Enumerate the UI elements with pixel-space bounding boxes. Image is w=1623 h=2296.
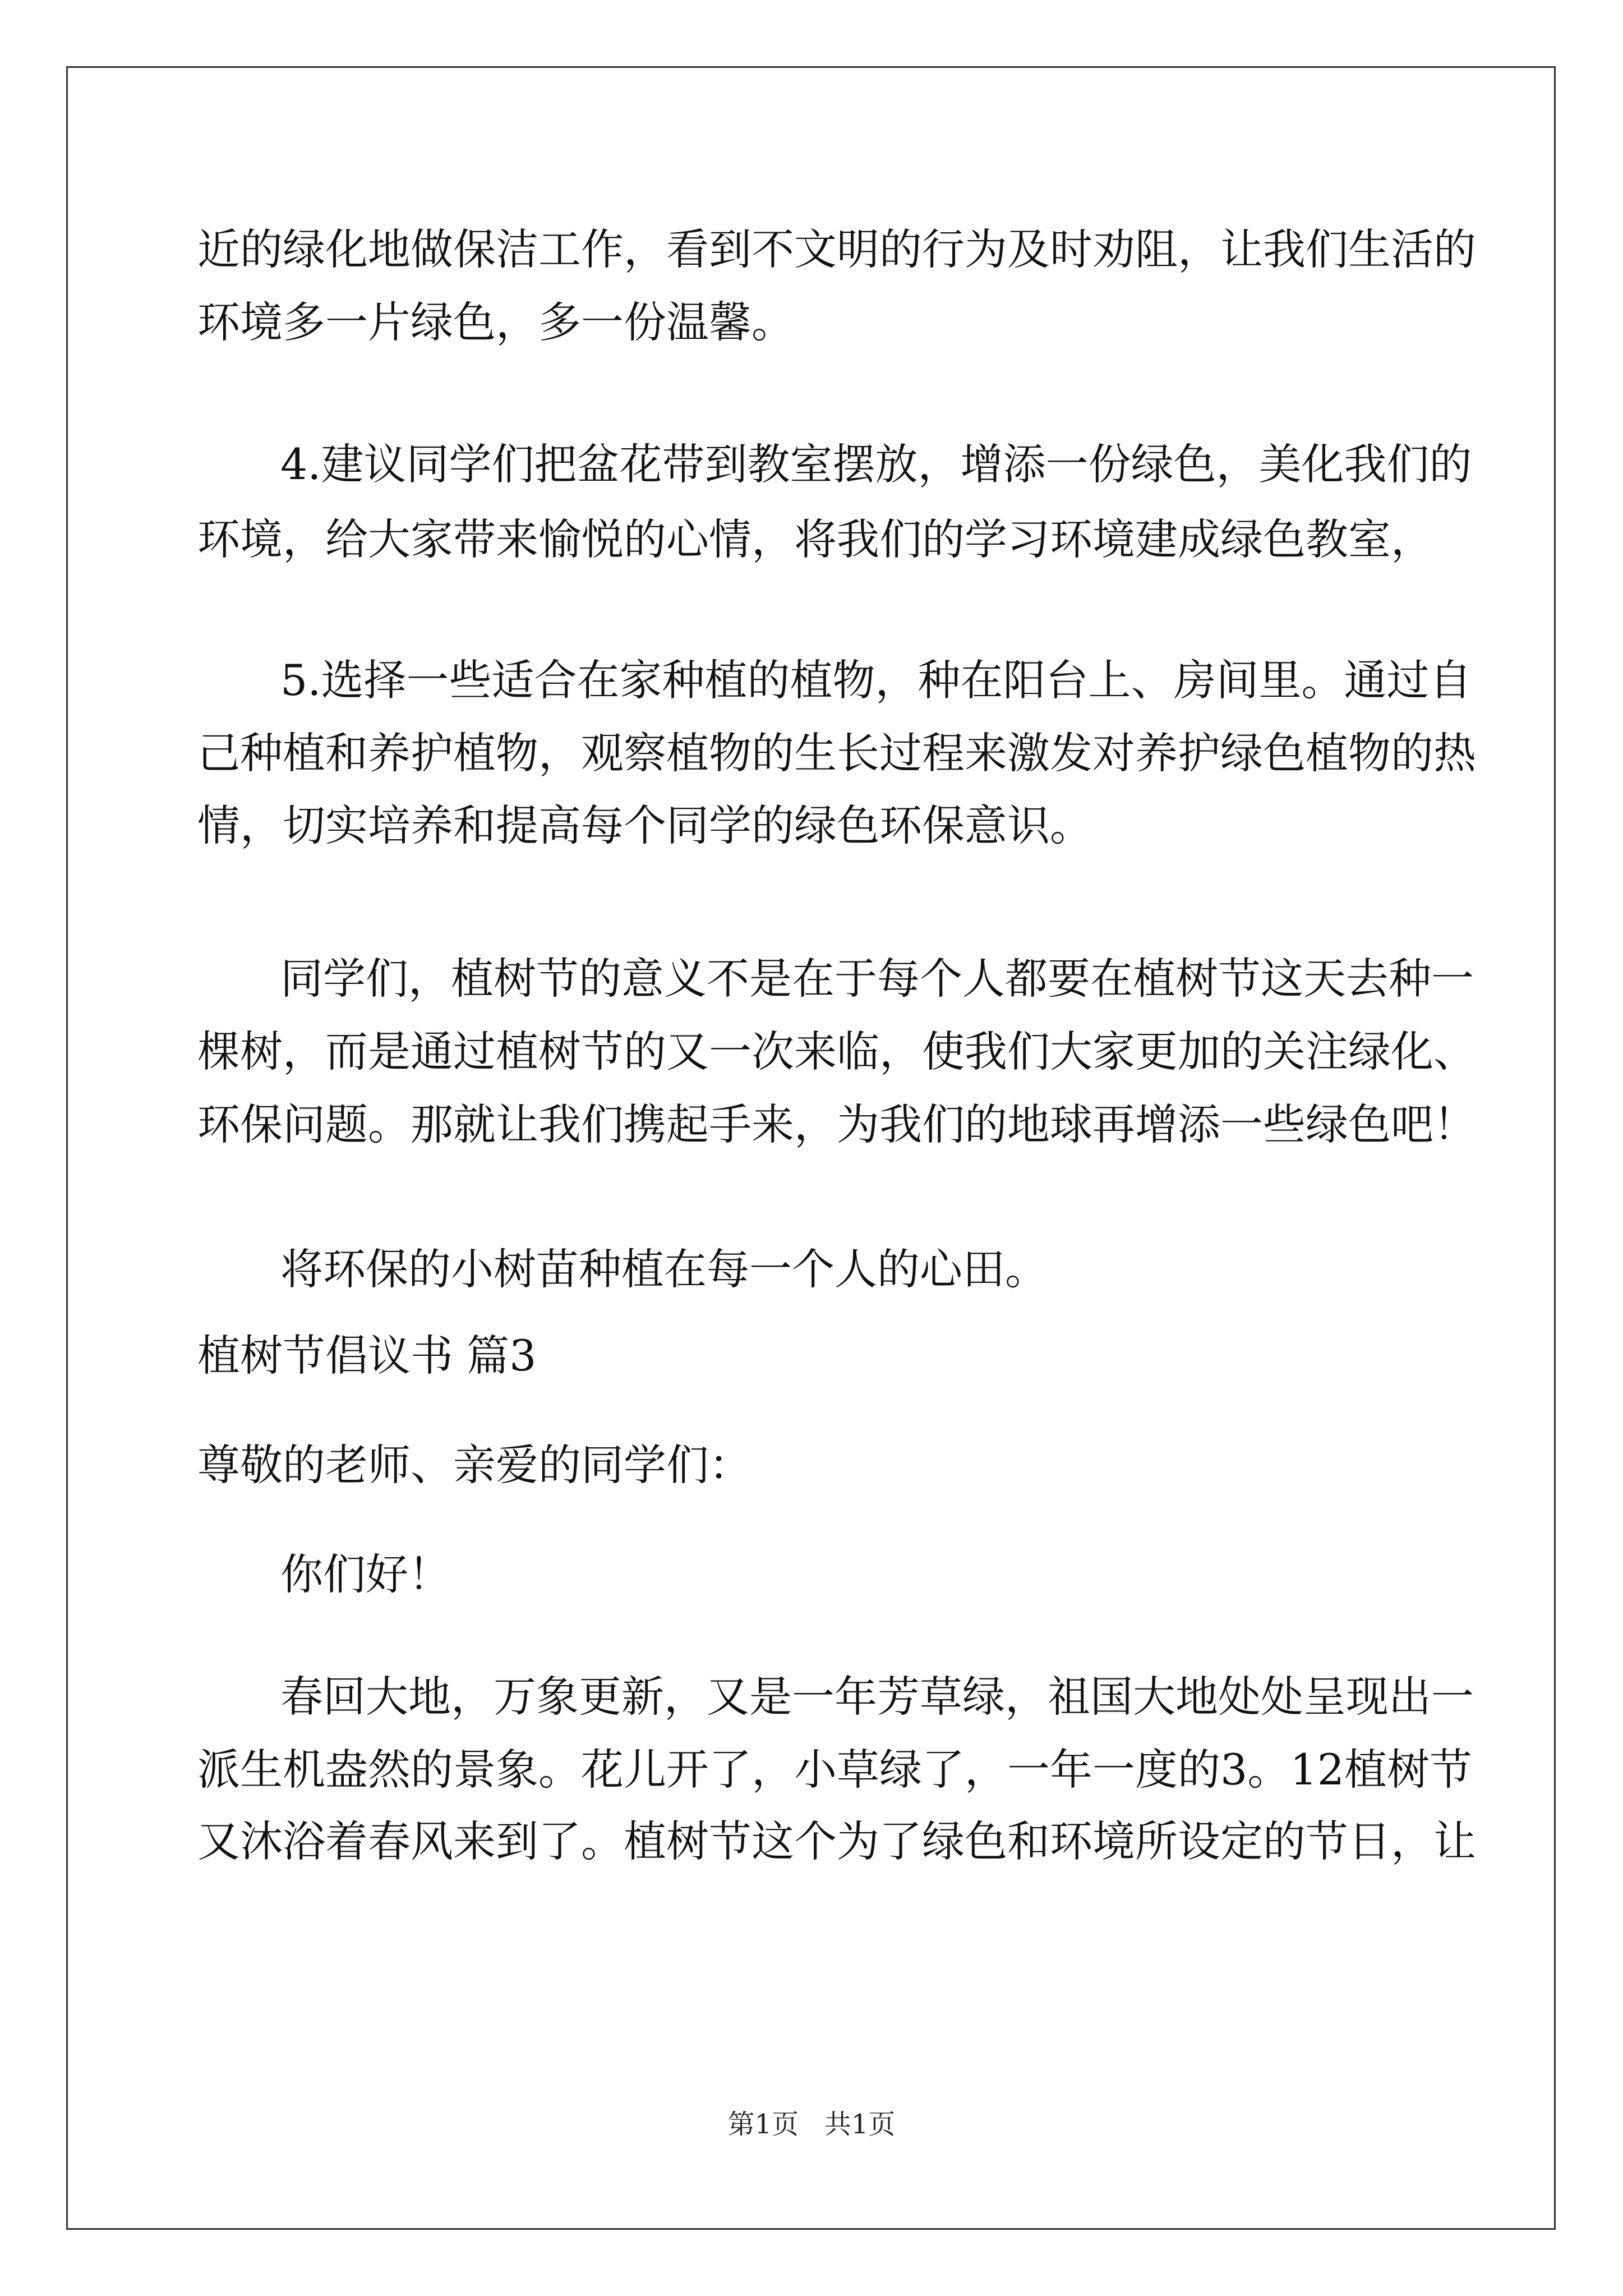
- salutation: 尊敬的老师、亲爱的同学们：: [197, 1440, 751, 1490]
- paragraph-line: 春回大地，万象更新，又是一年芳草绿，祖国大地处处呈现出一: [280, 1672, 1474, 1722]
- paragraph-line: 环境，给大家带来愉悦的心情，将我们的学习环境建成绿色教室，: [197, 514, 1433, 564]
- paragraph-line: 又沐浴着春风来到了。植树节这个为了绿色和环境所设定的节日，让: [197, 1816, 1476, 1866]
- paragraph-line: 将环保的小树苗种植在每一个人的心田。: [280, 1244, 1048, 1294]
- paragraph-line: 环境多一片绿色，多一份温馨。: [197, 297, 794, 347]
- paragraph-line: 环保问题。那就让我们携起手来，为我们的地球再增添一些绿色吧！: [197, 1099, 1476, 1149]
- paragraph-line: 同学们，植树节的意义不是在于每个人都要在植树节这天去种一: [280, 954, 1474, 1004]
- page-number-footer: 第1页 共1页: [727, 2109, 896, 2140]
- paragraph-line: 4.建议同学们把盆花带到教室摆放，增添一份绿色，美化我们的: [280, 439, 1472, 489]
- paragraph-line: 5.选择一些适合在家种植的植物，种在阳台上、房间里。通过自: [280, 655, 1472, 705]
- paragraph-line: 棵树，而是通过植树节的又一次来临，使我们大家更加的关注绿化、: [197, 1027, 1476, 1076]
- greeting: 你们好！: [280, 1549, 451, 1599]
- paragraph-line: 派生机盎然的景象。花儿开了，小草绿了，一年一度的3。12植树节: [197, 1745, 1473, 1795]
- paragraph-line: 己种植和养护植物，观察植物的生长过程来激发对养护绿色植物的热: [197, 728, 1476, 778]
- paragraph-line: 情，切实培养和提高每个同学的绿色环保意识。: [197, 800, 1092, 850]
- paragraph-line: 近的绿化地做保洁工作，看到不文明的行为及时劝阻，让我们生活的: [197, 224, 1476, 274]
- section-title: 植树节倡议书 篇3: [197, 1331, 537, 1381]
